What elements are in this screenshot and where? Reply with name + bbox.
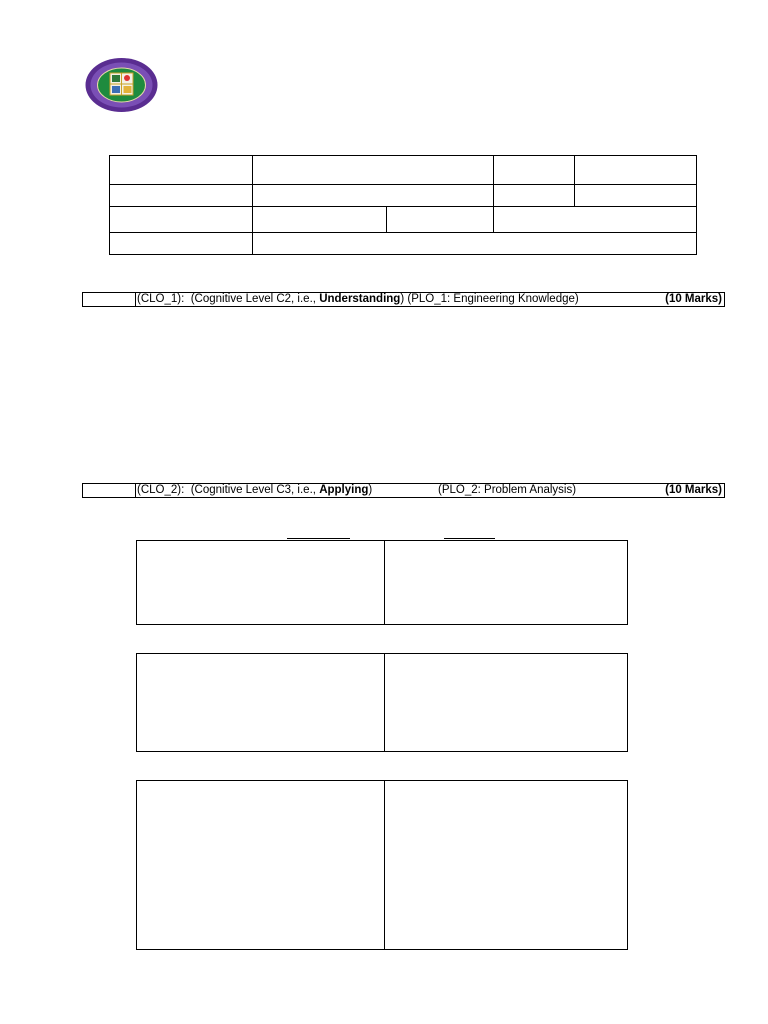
answer-box-left [137, 781, 385, 949]
blank-line [287, 538, 350, 539]
answer-box-left [137, 541, 385, 624]
info-row [110, 207, 697, 233]
info-cell [253, 207, 387, 233]
info-cell [110, 185, 253, 207]
info-cell [575, 156, 697, 185]
blank-line [444, 538, 495, 539]
info-row [110, 156, 697, 185]
answer-box [136, 780, 628, 950]
info-cell [253, 185, 494, 207]
answer-box-right [385, 781, 627, 949]
info-cell [575, 185, 697, 207]
info-cell [494, 185, 575, 207]
info-cell [494, 207, 697, 233]
question-number-cell [83, 484, 136, 497]
question-2-header [82, 483, 725, 498]
cognitive-suffix: ) [368, 484, 373, 496]
info-cell [494, 156, 575, 185]
info-row [110, 185, 697, 207]
cognitive-prefix: (Cognitive Level C3, i.e., [190, 484, 316, 496]
university-seal-icon [84, 57, 159, 113]
info-row [110, 233, 697, 255]
cognitive-level: Applying [319, 484, 369, 496]
answer-box-right [385, 654, 627, 751]
cognitive-suffix: ) [400, 293, 405, 305]
info-cell [253, 233, 697, 255]
clo-label: (CLO_1): [137, 293, 185, 305]
clo-label: (CLO_2): [137, 484, 185, 496]
info-cell [110, 156, 253, 185]
answer-box [136, 540, 628, 625]
question-number-cell [83, 293, 136, 306]
question-descriptor [136, 484, 724, 497]
answer-box-right [385, 541, 627, 624]
question-1-header [82, 292, 725, 307]
answer-box [136, 653, 628, 752]
cognitive-prefix: (Cognitive Level C2, i.e., [190, 293, 316, 305]
plo-label: (PLO_2: Problem Analysis) [438, 484, 577, 496]
marks-label: (10 Marks) [665, 484, 722, 496]
answer-box-left [137, 654, 385, 751]
info-table [109, 155, 697, 255]
info-cell [110, 233, 253, 255]
plo-label: (PLO_1: Engineering Knowledge) [407, 293, 579, 305]
question-descriptor [136, 293, 724, 306]
cognitive-level: Understanding [319, 293, 401, 305]
info-cell [253, 156, 494, 185]
info-cell [387, 207, 494, 233]
marks-label: (10 Marks) [665, 293, 722, 305]
info-cell [110, 207, 253, 233]
